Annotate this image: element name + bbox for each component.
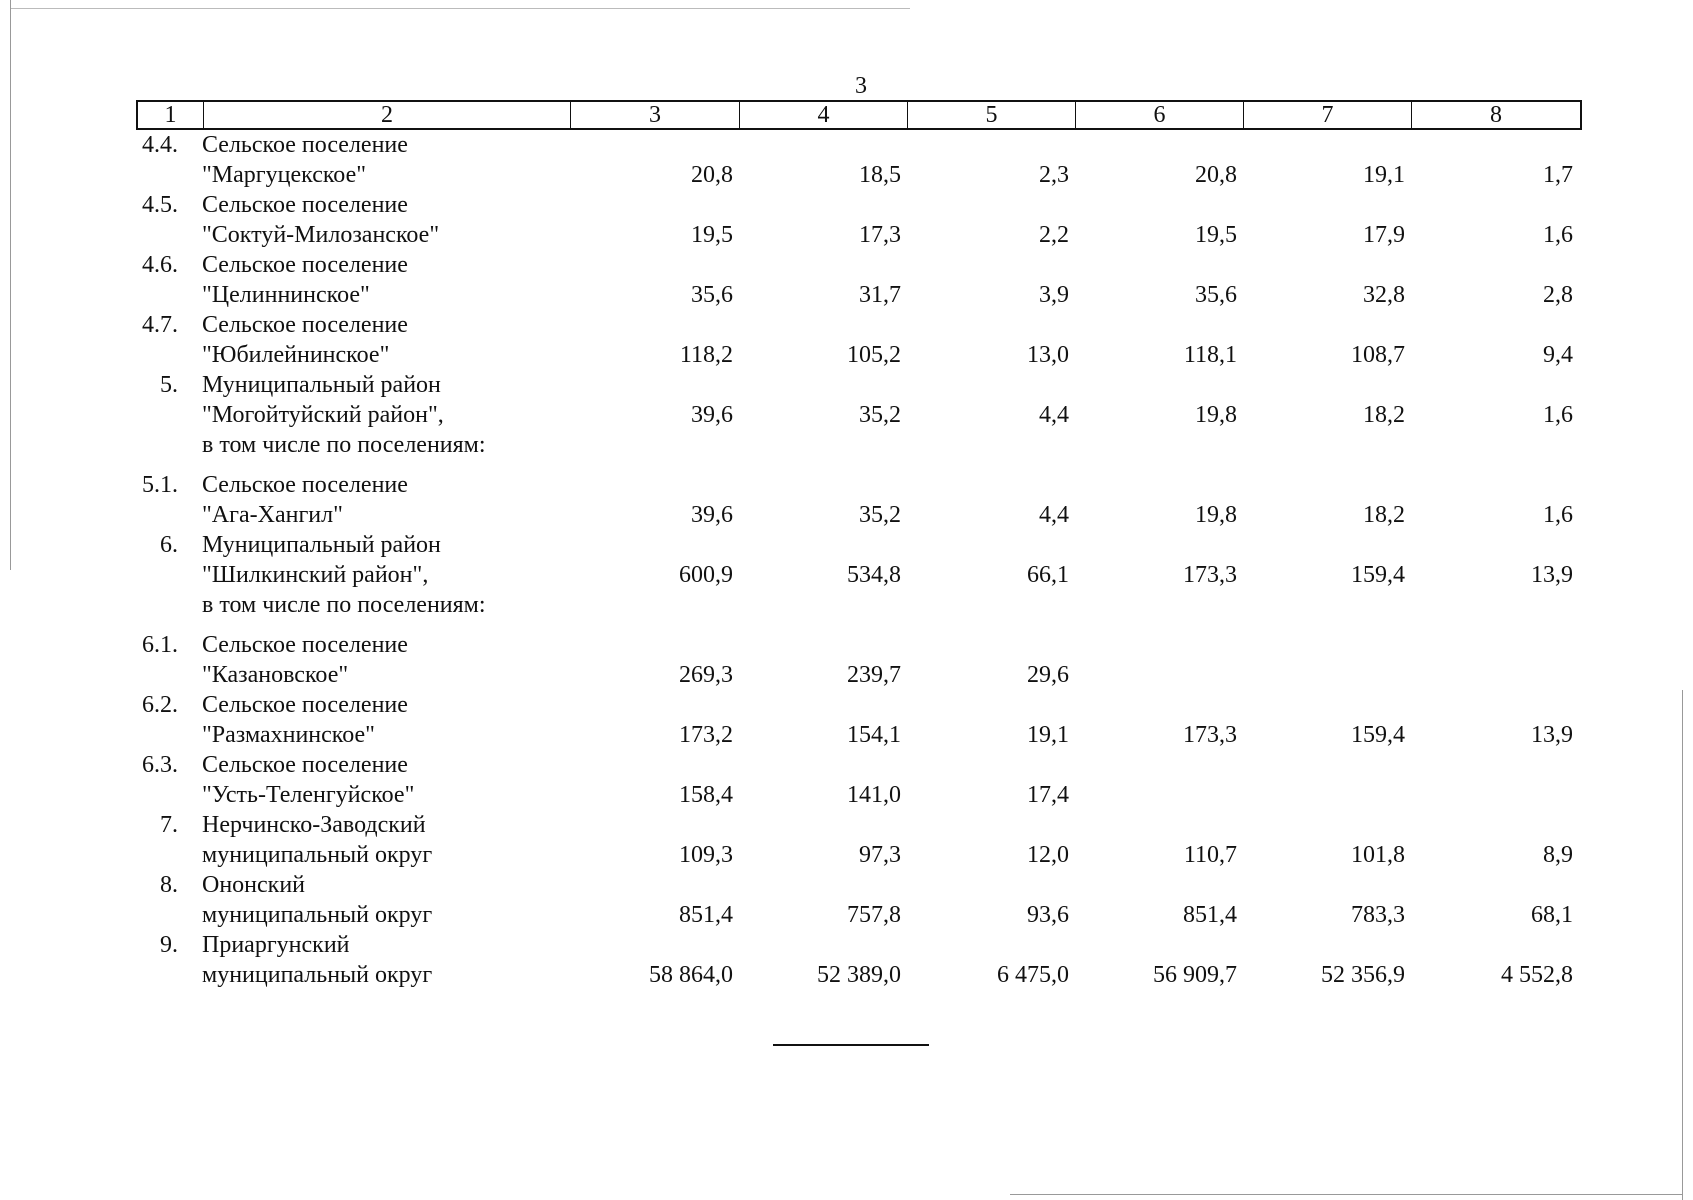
row-name-line2: "Размахнинское" [202,722,375,748]
row-name-line1: Сельское поселение [202,252,408,278]
row-number: 4.5. [142,192,178,218]
value-col-7: 17,9 [1363,222,1405,248]
row-name-line1: Сельское поселение [202,692,408,718]
value-col-8: 1,6 [1543,402,1573,428]
row-name-line1: Ононский [202,872,306,898]
value-col-7: 159,4 [1351,562,1405,588]
value-col-5: 4,4 [1039,502,1069,528]
value-col-6: 173,3 [1183,722,1237,748]
row-name-line2: "Ага-Хангил" [202,502,343,528]
value-col-4: 35,2 [859,402,901,428]
value-col-3: 158,4 [679,782,733,808]
value-col-3: 269,3 [679,662,733,688]
value-col-4: 18,5 [859,162,901,188]
value-col-7: 159,4 [1351,722,1405,748]
value-col-8: 13,9 [1531,722,1573,748]
row-number: 5. [160,372,178,398]
row-name-line3: в том числе по поселениям: [202,432,486,458]
value-col-7: 101,8 [1351,842,1405,868]
value-col-4: 35,2 [859,502,901,528]
value-col-6: 19,5 [1195,222,1237,248]
value-col-5: 6 475,0 [997,962,1069,988]
row-number: 4.7. [142,312,178,338]
value-col-6: 35,6 [1195,282,1237,308]
page-number: 3 [855,73,867,99]
value-col-3: 109,3 [679,842,733,868]
value-col-4: 141,0 [847,782,901,808]
value-col-5: 3,9 [1039,282,1069,308]
value-col-7: 32,8 [1363,282,1405,308]
value-col-4: 17,3 [859,222,901,248]
value-col-3: 19,5 [691,222,733,248]
header-col-5: 5 [908,102,1076,128]
row-name-line1: Муниципальный район [202,532,441,558]
value-col-8: 13,9 [1531,562,1573,588]
value-col-6: 118,1 [1183,342,1237,368]
value-col-8: 1,6 [1543,502,1573,528]
row-name-line2: "Юбилейнинское" [202,342,390,368]
scan-edge-bottom [1010,1194,1683,1195]
value-col-5: 4,4 [1039,402,1069,428]
row-name-line2: "Могойтуйский район", [202,402,444,428]
value-col-7: 19,1 [1363,162,1405,188]
value-col-5: 93,6 [1027,902,1069,928]
value-col-7: 18,2 [1363,502,1405,528]
value-col-8: 9,4 [1543,342,1573,368]
row-name-line2: муниципальный округ [202,842,433,868]
value-col-4: 534,8 [847,562,901,588]
header-col-8: 8 [1490,102,1502,128]
row-number: 5.1. [142,472,178,498]
value-col-5: 29,6 [1027,662,1069,688]
value-col-6: 851,4 [1183,902,1237,928]
row-name-line1: Сельское поселение [202,752,408,778]
value-col-3: 20,8 [691,162,733,188]
row-name-line2: "Казановское" [202,662,349,688]
value-col-3: 58 864,0 [649,962,733,988]
value-col-5: 66,1 [1027,562,1069,588]
value-col-7: 783,3 [1351,902,1405,928]
row-number: 8. [160,872,178,898]
value-col-8: 8,9 [1543,842,1573,868]
value-col-4: 97,3 [859,842,901,868]
row-number: 6.3. [142,752,178,778]
row-name-line1: Сельское поселение [202,192,408,218]
value-col-8: 1,7 [1543,162,1573,188]
row-number: 7. [160,812,178,838]
row-number: 4.6. [142,252,178,278]
row-name-line2: "Соктуй-Милозанское" [202,222,440,248]
value-col-8: 2,8 [1543,282,1573,308]
value-col-5: 12,0 [1027,842,1069,868]
row-number: 6.1. [142,632,178,658]
row-number: 6. [160,532,178,558]
row-number: 4.4. [142,132,178,158]
value-col-6: 19,8 [1195,502,1237,528]
row-number: 9. [160,932,178,958]
value-col-6: 56 909,7 [1153,962,1237,988]
row-name-line1: Сельское поселение [202,632,408,658]
scan-edge-left [10,0,11,570]
value-col-3: 39,6 [691,502,733,528]
value-col-3: 39,6 [691,402,733,428]
value-col-4: 154,1 [847,722,901,748]
value-col-4: 239,7 [847,662,901,688]
value-col-6: 110,7 [1183,842,1237,868]
value-col-5: 13,0 [1027,342,1069,368]
scan-edge-right [1682,690,1683,1200]
row-name-line1: Сельское поселение [202,472,408,498]
value-col-7: 18,2 [1363,402,1405,428]
row-name-line1: Муниципальный район [202,372,441,398]
value-col-7: 108,7 [1351,342,1405,368]
header-col-7: 7 [1244,102,1412,128]
value-col-6: 173,3 [1183,562,1237,588]
row-name-line1: Сельское поселение [202,132,408,158]
header-col-6: 6 [1076,102,1244,128]
value-col-5: 19,1 [1027,722,1069,748]
header-col-1: 1 [138,102,204,128]
header-col-3: 3 [571,102,740,128]
row-name-line2: "Усть-Теленгуйское" [202,782,415,808]
row-number: 6.2. [142,692,178,718]
value-col-3: 35,6 [691,282,733,308]
value-col-6: 20,8 [1195,162,1237,188]
value-col-4: 52 389,0 [817,962,901,988]
value-col-3: 173,2 [679,722,733,748]
value-col-3: 851,4 [679,902,733,928]
row-name-line2: "Целиннинское" [202,282,370,308]
row-name-line1: Приаргунский [202,932,350,958]
scan-edge-top [10,8,910,9]
table-header [136,100,1582,130]
end-rule [773,1044,929,1046]
value-col-8: 4 552,8 [1501,962,1573,988]
value-col-5: 2,3 [1039,162,1069,188]
row-name-line1: Сельское поселение [202,312,408,338]
row-name-line2: муниципальный округ [202,902,433,928]
value-col-4: 757,8 [847,902,901,928]
value-col-4: 31,7 [859,282,901,308]
row-name-line2: муниципальный округ [202,962,433,988]
value-col-5: 17,4 [1027,782,1069,808]
value-col-7: 52 356,9 [1321,962,1405,988]
value-col-3: 600,9 [679,562,733,588]
value-col-6: 19,8 [1195,402,1237,428]
row-name-line2: "Маргуцекское" [202,162,367,188]
value-col-8: 1,6 [1543,222,1573,248]
row-name-line2: "Шилкинский район", [202,562,429,588]
row-name-line3: в том числе по поселениям: [202,592,486,618]
row-name-line1: Нерчинско-Заводский [202,812,426,838]
value-col-4: 105,2 [847,342,901,368]
value-col-5: 2,2 [1039,222,1069,248]
header-col-2: 2 [204,102,571,128]
value-col-8: 68,1 [1531,902,1573,928]
value-col-3: 118,2 [679,342,733,368]
header-col-4: 4 [740,102,908,128]
